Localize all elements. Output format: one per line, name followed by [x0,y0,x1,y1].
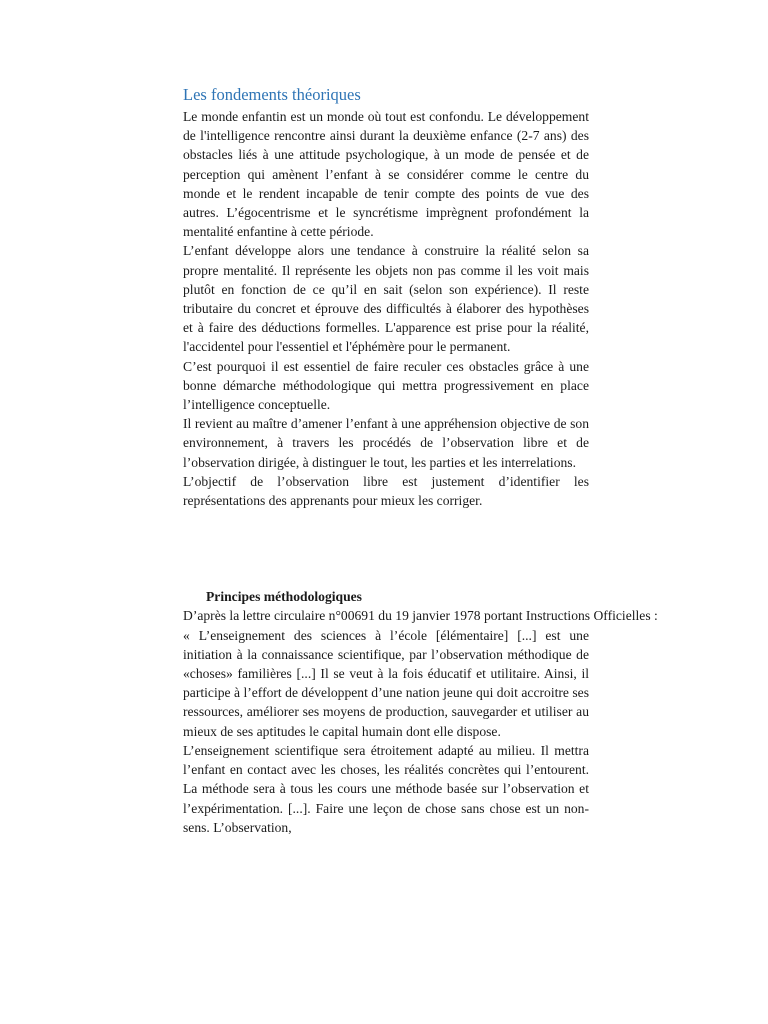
paragraph: C’est pourquoi il est essentiel de faire reculer ces obstacles grâce à une bonne démarche méthodologique qui mettra progressivement en place l’intelligence conceptuelle. [183,358,589,413]
paragraph: Le monde enfantin est un monde où tout est confondu. Le développement de l'intelligence rencontre ainsi durant la deuxième enfance (2-7 ans) des obstacles liés à une attitude psychologique, à un mode de pensée et de perception qui amènent l’enfant à se considérer comme le centre du monde et le rendent incapable de tenir compte des points de vue des autres. L’égocentrisme et le syncrétisme imprègnent profondément la mentalité enfantine à cette période. [183,109,589,240]
quote-paragraph: L’enseignement scientifique sera étroitement adapté au milieu. Il mettra l’enfant en contact avec les choses, les réalités concrètes qui l’entourent. La méthode sera à tous les cours une méthode basée sur l’observation et l’expérimentation. [...]. Faire une leçon de chose sans chose est un non-sens. L’observation, [183,742,589,835]
document-page [183,84,658,837]
quote-paragraph: « L’enseignement des sciences à l’école [élémentaire] [...] est une initiation à la connaissance scientifique, par l’observation méthodique de «choses» familières [...] Il se veut à la fois éducatif et utilitaire. Ainsi, il participe à l’effort de développent d’une nation jeune qui doit accroitre ses ressources, améliorer ses moyens de production, sauvegarder et utiliser au mieux de ses aptitudes le capital humain dont elle dispose. [183,627,589,739]
spacer [183,510,589,587]
paragraph: Il revient au maître d’amener l’enfant à une appréhension objective de son environnement, à travers les procédés de l’observation libre et de l’observation dirigée, à distinguer le tout, les parties et les interrelations. [183,416,589,470]
paragraph: L’objectif de l’observation libre est justement d’identifier les représentations des apprenants pour mieux les corriger. [183,473,589,509]
intro-paragraph: D’après la lettre circulaire n°00691 du 19 janvier 1978 portant Instructions Officielles : [183,608,658,624]
paragraph: L’enfant développe alors une tendance à construire la réalité selon sa propre mentalité. Il représente les objets non pas comme il les voit mais plutôt en fonction de ce qu’il en sait (selon son expérience). Il reste tributaire du concret et éprouve des difficultés à élaborer des hypothèses et à faire des déductions formelles. L'apparence est prise pour la réalité, l'accidentel pour l'essentiel et l'éphémère pour le permanent. [183,243,589,355]
section-title-fondements: Les fondements théoriques [183,85,361,104]
section-title-principes: Principes méthodologiques [206,589,362,605]
